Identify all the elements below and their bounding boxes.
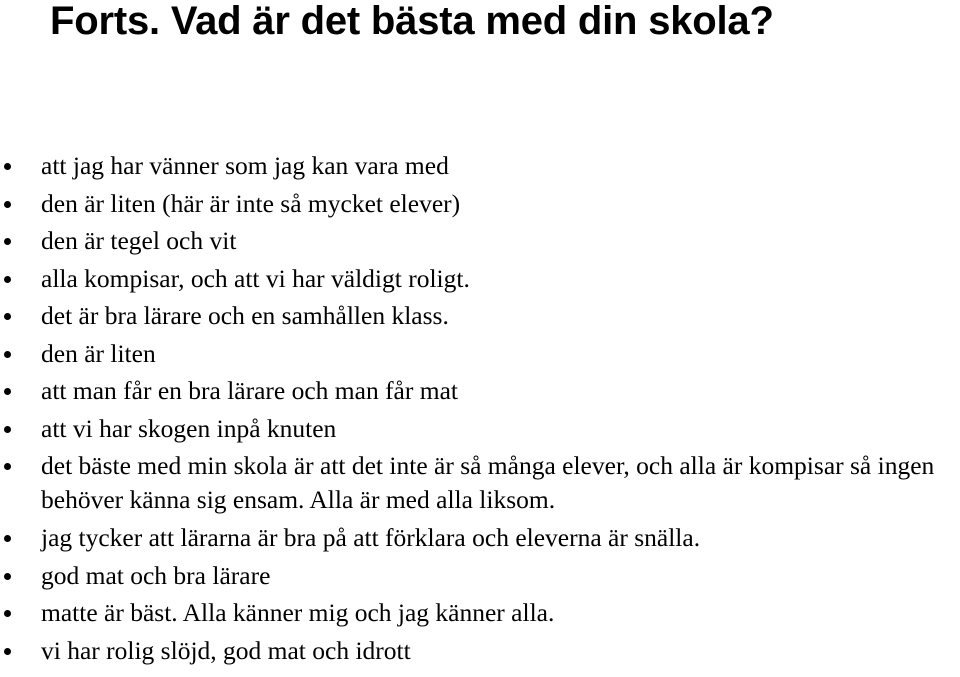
list-item <box>0 297 960 335</box>
bullet-text: vi har rolig slöjd, god mat och idrott <box>41 635 411 665</box>
list-item <box>0 260 960 298</box>
list-item <box>0 222 960 260</box>
bullet-dot-icon <box>4 557 18 594</box>
bullet-list <box>0 147 960 669</box>
bullet-dot-icon <box>4 222 18 259</box>
bullet-text: den är liten (här är inte så mycket elever) <box>41 188 461 218</box>
bullet-dot-icon <box>4 372 18 409</box>
list-item <box>0 557 960 595</box>
bullet-dot-icon <box>4 632 18 669</box>
bullet-text: jag tycker att lärarna är bra på att förklara och eleverna är snälla. <box>41 523 701 552</box>
bullet-dot-icon <box>4 185 18 222</box>
bullet-text: alla kompisar, och att vi har väldigt roligt. <box>41 263 470 293</box>
list-item <box>0 335 960 373</box>
bullet-dot-icon <box>4 260 18 297</box>
list-item <box>0 594 960 632</box>
bullet-dot-icon <box>4 594 18 631</box>
list-item <box>0 410 960 448</box>
slide-title: Forts. Vad är det bästa med din skola? <box>50 0 774 43</box>
bullet-text: att jag har vänner som jag kan vara med <box>41 151 449 180</box>
bullet-text: matte är bäst. Alla känner mig och jag känner alla. <box>41 598 555 627</box>
list-item <box>0 632 960 670</box>
bullet-dot-icon <box>4 297 18 334</box>
list-item <box>0 185 960 223</box>
bullet-dot-icon <box>4 519 18 556</box>
bullet-dot-icon <box>4 335 18 372</box>
bullet-text: att vi har skogen inpå knuten <box>41 413 337 443</box>
bullet-text: den är tegel och vit <box>41 226 237 255</box>
bullet-text: god mat och bra lärare <box>41 560 271 590</box>
bullet-dot-icon <box>4 410 18 447</box>
bullet-dot-icon <box>4 147 18 184</box>
bullet-text: att man får en bra lärare och man får mat <box>41 376 458 405</box>
list-item <box>0 147 960 185</box>
list-item <box>0 447 960 519</box>
bullet-text: det är bra lärare och en samhållen klass. <box>41 301 449 330</box>
bullet-text: det bäste med min skola är att det inte är så många elever, och alla är kompisar så ingen behöver känna sig ensam. Alla är med alla liksom. <box>41 451 935 514</box>
bullet-text: den är liten <box>41 338 156 368</box>
list-item <box>0 372 960 410</box>
bullet-dot-icon <box>4 447 18 484</box>
list-item <box>0 519 960 557</box>
